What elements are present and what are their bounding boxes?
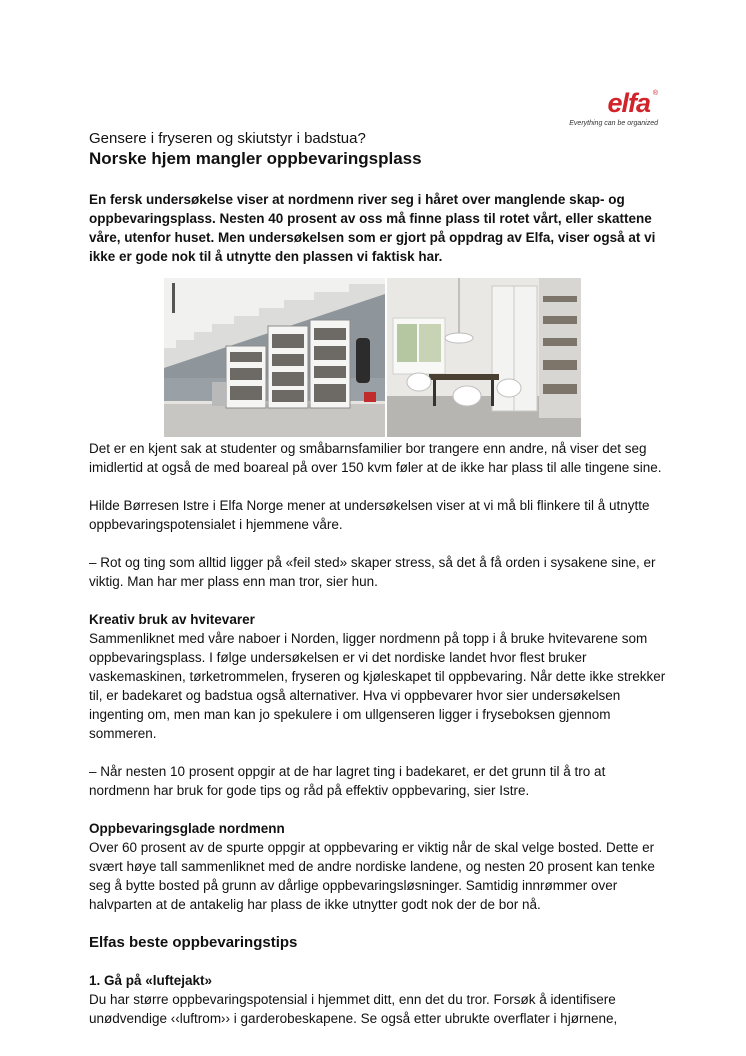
- paragraph: – Rot og ting som alltid ligger på «feil sted» skaper stress, så det å få orden i sysakene sine, er viktig. Man har mer plass enn man tror, sier hun.: [89, 555, 656, 589]
- section-heading: Oppbevaringsglade nordmenn: [89, 821, 285, 836]
- storage-under-stairs-photo: [164, 278, 385, 437]
- elfa-logo: [566, 88, 658, 132]
- paragraph: Sammenliknet med våre naboer i Norden, ligger nordmenn på topp i å bruke hvitevarene som oppbevaringsplass. I følge undersøkelsen er vi det nordiske landet hvor flest bruker vaskemaskinen, tørketrommelen, fryseren og kjøleskapet til oppbevaring. Når dette ikke strekker til, er badekaret og badstua også alternativer. Hva vi oppbevarer hvor sier undersøkelsen ingenting om, men man kan jo spekulere i om ullgenseren ligger i fryseboksen gjennom sommeren.: [89, 631, 666, 741]
- dining-room-wardrobe-photo: [387, 278, 581, 437]
- logo-registered-mark: ®: [652, 90, 658, 97]
- logo-wordmark: elfa: [607, 88, 650, 118]
- paragraph: Du har større oppbevaringspotensial i hjemmet ditt, enn det du tror. Forsøk å identifisere unødvendige ‹‹luftrom›› i garderobeskapene. Se også etter ubrukte overflater i hjørnene,: [89, 992, 618, 1026]
- paragraph: Det er en kjent sak at studenter og småbarnsfamilier bor trangere enn andre, nå viser det seg imidlertid at også de med boareal på over 150 kvm føler at de ikke har plass til alle tingene sine.: [89, 441, 662, 475]
- paragraph: Hilde Børresen Istre i Elfa Norge mener at undersøkelsen viser at vi må bli flinkere til å utnytte oppbevaringspotensialet i hjemmene våre.: [89, 498, 650, 532]
- article-lead: En fersk undersøkelse viser at nordmenn river seg i håret over manglende skap- og oppbevaringsplass. Nesten 40 prosent av oss må finne plass til rotet vårt, eller skattene våre, utenfor huset. Men undersøkelsen som er gjort på oppdrag av Elfa, viser også at vi ikke er gode nok til å utnytte den plassen vi faktisk har.: [89, 192, 656, 264]
- section-heading: Kreativ bruk av hvitevarer: [89, 612, 255, 627]
- paragraph: Over 60 prosent av de spurte oppgir at oppbevaring er viktig når de skal velge bosted. Dette er svært høye tall sammenliknet med de andre nordiske landene, og nesten 20 prosent kan tenke seg å bytte bosted på grunn av dårlige oppbevaringsløsninger. Samtidig innrømmer over halvparten at de antakelig har plass de ikke utnytter godt nok der de bor nå.: [89, 840, 655, 912]
- paragraph: – Når nesten 10 prosent oppgir at de har lagret ting i badekaret, er det grunn til å tro at nordmenn har bruk for gode tips og råd på effektiv oppbevaring, sier Istre.: [89, 764, 606, 798]
- tip-heading: 1. Gå på «luftejakt»: [89, 973, 213, 988]
- article-title: Norske hjem mangler oppbevaringsplass: [89, 149, 422, 168]
- article-photos: [164, 278, 581, 437]
- tips-heading: Elfas beste oppbevaringstips: [89, 934, 298, 951]
- article: [89, 130, 669, 1047]
- logo-tagline: Everything can be organized: [569, 120, 658, 127]
- article-kicker: Gensere i fryseren og skiutstyr i badstua?: [89, 130, 366, 147]
